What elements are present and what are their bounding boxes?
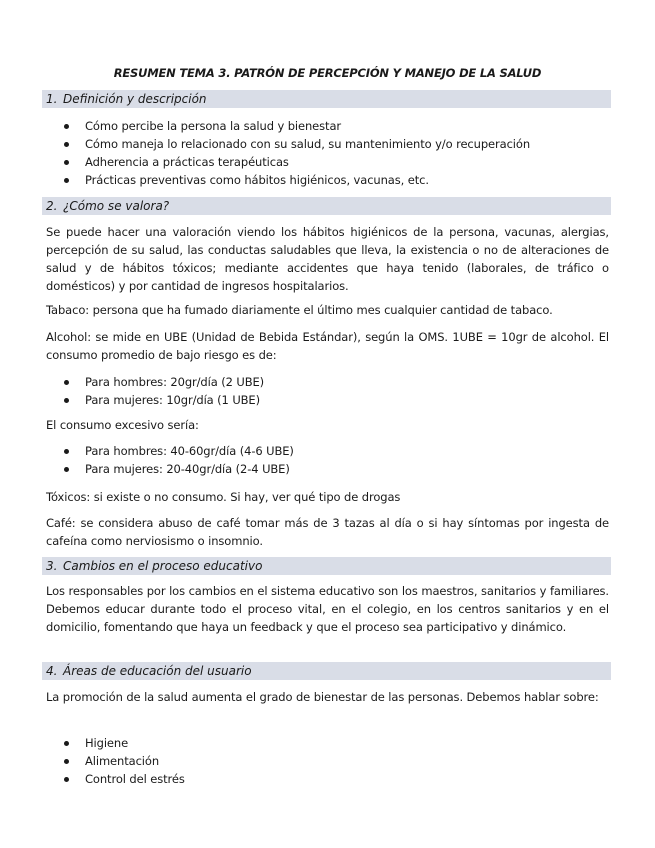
paragraph: Alcohol: se mide en UBE (Unidad de Bebida Estándar), según la OMS. 1UBE = 10gr de alcohol. El consumo promedio de bajo riesgo es de: [46,330,609,362]
section-number: 4. [46,664,58,678]
list-item: Prácticas preventivas como hábitos higiénicos, vacunas, etc. [60,171,530,189]
section-4-heading [42,662,611,680]
list-item: Para hombres: 40-60gr/día (4-6 UBE) [60,442,294,460]
section-title: Definición y descripción [63,92,207,106]
list-item: Alimentación [60,752,185,770]
section-2-heading [42,197,611,215]
list-item: Para mujeres: 20-40gr/día (2-4 UBE) [60,460,294,478]
section-number: 2. [46,199,58,213]
list-item: Cómo percibe la persona la salud y bienestar [60,117,530,135]
list-item: Cómo maneja lo relacionado con su salud, su mantenimiento y/o recuperación [60,135,530,153]
list-item: Control del estrés [60,770,185,788]
section-number: 3. [46,559,58,573]
list-item: Para mujeres: 10gr/día (1 UBE) [60,391,264,409]
section-3-heading [42,557,611,575]
section-1-heading [42,90,611,108]
section-title: Cambios en el proceso educativo [63,559,263,573]
paragraph: Tóxicos: si existe o no consumo. Si hay, ver qué tipo de drogas [46,490,401,504]
paragraph: Café: se considera abuso de café tomar más de 3 tazas al día o si hay síntomas por ingesta de cafeína como nerviosismo o insomnio. [46,516,609,548]
paragraph: El consumo excesivo sería: [46,418,199,432]
low-risk-list [60,373,264,409]
section-title: ¿Cómo se valora? [63,199,170,213]
list-item: Adherencia a prácticas terapéuticas [60,153,530,171]
excessive-list [60,442,294,478]
section-title: Áreas de educación del usuario [63,664,252,678]
paragraph: Tabaco: persona que ha fumado diariamente el último mes cualquier cantidad de tabaco. [46,303,553,317]
paragraph: Se puede hacer una valoración viendo los hábitos higiénicos de la persona, vacunas, alergias, percepción de su salud, las conductas saludables que lleva, la existencia o no de alteraciones de salud y de hábitos tóxicos; mediante accidentes que haya tenido (laborales, de tráfico o domésticos) y por cantidad de ingresos hospitalarios. [46,225,609,293]
document-title: RESUMEN TEMA 3. PATRÓN DE PERCEPCIÓN Y MANEJO DE LA SALUD [113,66,542,80]
paragraph: Los responsables por los cambios en el sistema educativo son los maestros, sanitarios y familiares. Debemos educar durante todo el proceso vital, en el colegio, en los centros sanitarios y en el domicilio, fomentando que haya un feedback y que el proceso sea participativo y dinámico. [46,584,609,634]
section-number: 1. [46,92,58,106]
list-item: Higiene [60,734,185,752]
section-1-list [60,117,530,189]
paragraph: La promoción de la salud aumenta el grado de bienestar de las personas. Debemos hablar sobre: [46,690,599,704]
list-item: Para hombres: 20gr/día (2 UBE) [60,373,264,391]
section-4-list [60,734,185,788]
